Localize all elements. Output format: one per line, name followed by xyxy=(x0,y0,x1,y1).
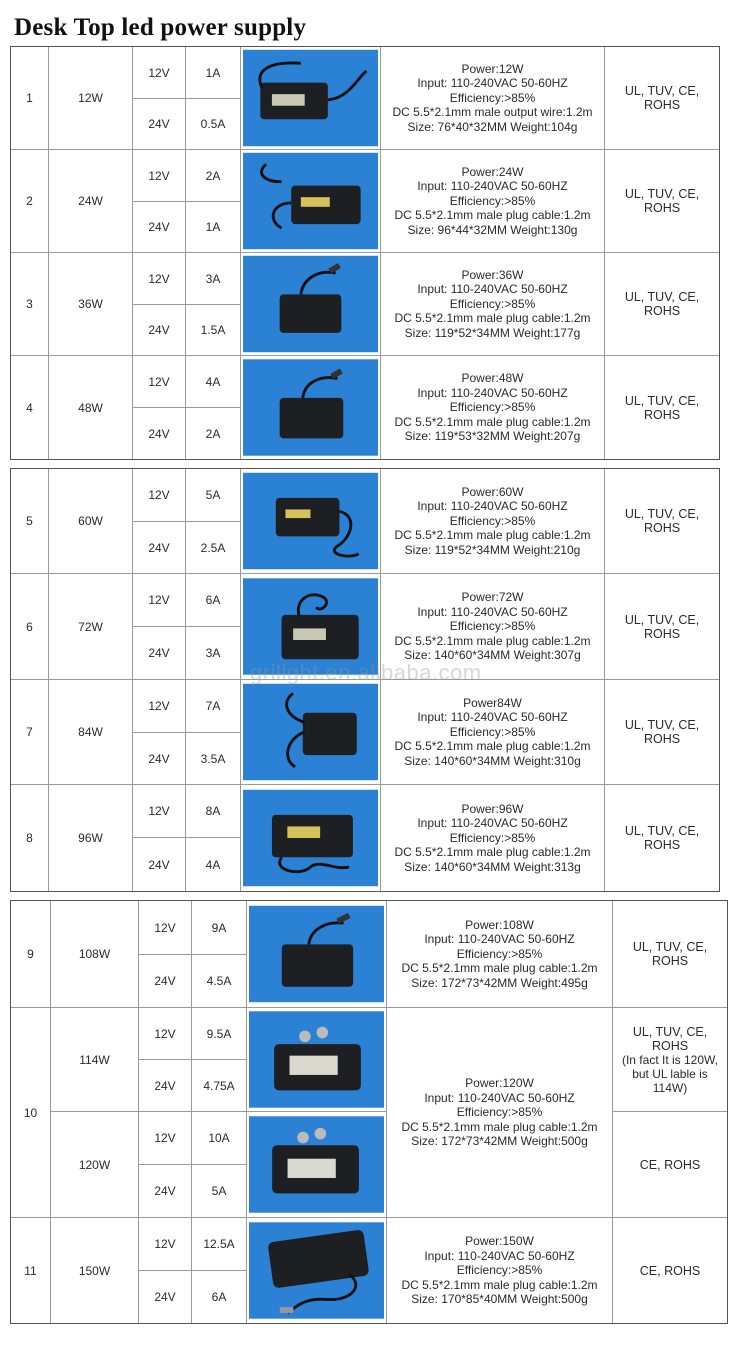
spec-line: Power:120W xyxy=(465,1076,534,1091)
row-number: 10 xyxy=(11,1008,51,1218)
spec-block xyxy=(387,1008,613,1218)
certifications xyxy=(605,253,719,356)
spec-line: Input: 110-240VAC 50-60HZ xyxy=(417,499,568,514)
wattage: 12W xyxy=(49,47,133,150)
adapter-image xyxy=(243,255,378,353)
certifications xyxy=(605,574,719,680)
spec-line: Efficiency:>85% xyxy=(449,619,536,634)
product-photo xyxy=(241,47,381,150)
voltage: 12V xyxy=(139,1112,192,1165)
voltage: 12V xyxy=(139,1218,192,1271)
certifications xyxy=(613,1008,727,1112)
spec-line: Input: 110-240VAC 50-60HZ xyxy=(424,932,575,947)
current: 2A xyxy=(186,150,241,202)
spec-line: Size: 140*60*34MM Weight:313g xyxy=(404,859,581,874)
spec-block xyxy=(381,469,605,574)
adapter-image xyxy=(249,1010,384,1109)
adapter-image xyxy=(243,682,378,782)
voltage: 12V xyxy=(133,574,186,627)
wattage: 24W xyxy=(49,150,133,253)
spec-line: Size: 119*53*32MM Weight:207g xyxy=(404,429,581,444)
row-number: 2 xyxy=(11,150,49,253)
row-number: 1 xyxy=(11,47,49,150)
current: 6A xyxy=(192,1271,247,1323)
cert-line: UL, TUV, CE, xyxy=(624,824,700,838)
spec-line: Input: 110-240VAC 50-60HZ xyxy=(417,710,568,725)
row-number: 7 xyxy=(11,680,49,785)
spec-line: Input: 110-240VAC 50-60HZ xyxy=(417,76,568,91)
spec-line: Power:150W xyxy=(465,1234,534,1249)
wattage: 72W xyxy=(49,574,133,680)
voltage: 24V xyxy=(133,408,186,459)
adapter-image xyxy=(243,358,378,457)
adapter-image xyxy=(243,49,378,147)
adapter-image xyxy=(249,1114,384,1215)
row-number: 11 xyxy=(11,1218,51,1323)
wattage: 120W xyxy=(51,1112,139,1218)
certifications xyxy=(613,1112,727,1218)
voltage: 24V xyxy=(139,1165,192,1218)
voltage: 24V xyxy=(133,202,186,253)
adapter-image xyxy=(249,903,384,1005)
spec-line: Input: 110-240VAC 50-60HZ xyxy=(424,1248,575,1263)
spec-line: Size: 172*73*42MM Weight:495g xyxy=(411,975,588,990)
current: 4.5A xyxy=(192,955,247,1008)
current: 2.5A xyxy=(186,522,241,574)
current: 7A xyxy=(186,680,241,733)
adapter-image xyxy=(243,471,378,571)
spec-block xyxy=(387,901,613,1008)
product-photo xyxy=(241,356,381,459)
current: 9.5A xyxy=(192,1008,247,1060)
spec-block xyxy=(381,253,605,356)
cert-line: ROHS xyxy=(643,201,681,215)
product-photo xyxy=(247,1112,387,1218)
row-number: 8 xyxy=(11,785,49,891)
row-number: 3 xyxy=(11,253,49,356)
wattage: 60W xyxy=(49,469,133,574)
cert-line: UL, TUV, CE, xyxy=(624,84,700,98)
certifications xyxy=(605,680,719,785)
cert-line: ROHS xyxy=(651,1038,689,1053)
cert-note: (In fact It is 120W, xyxy=(621,1052,719,1067)
voltage: 24V xyxy=(133,733,186,785)
spec-line: Efficiency:>85% xyxy=(449,400,536,415)
voltage: 12V xyxy=(139,901,192,955)
current: 10A xyxy=(192,1112,247,1165)
current: 6A xyxy=(186,574,241,627)
current: 12.5A xyxy=(192,1218,247,1271)
row-number: 4 xyxy=(11,356,49,459)
current: 1A xyxy=(186,202,241,253)
cert-line: ROHS xyxy=(643,626,681,641)
spec-line: Power:108W xyxy=(465,917,534,932)
spec-line: Power:12W xyxy=(461,61,524,76)
voltage: 24V xyxy=(133,305,186,356)
cert-line: UL, TUV, CE, xyxy=(624,290,700,304)
adapter-image xyxy=(243,152,378,250)
wattage: 150W xyxy=(51,1218,139,1323)
current: 3A xyxy=(186,253,241,305)
cert-line: ROHS xyxy=(643,838,681,852)
spec-line: Input: 110-240VAC 50-60HZ xyxy=(417,385,568,400)
cert-line: UL, TUV, CE, xyxy=(624,507,700,521)
spec-line: Size: 170*85*40MM Weight:500g xyxy=(411,1292,588,1307)
cert-line: ROHS xyxy=(643,304,681,318)
voltage: 12V xyxy=(133,680,186,733)
current: 8A xyxy=(186,785,241,838)
spec-line: Efficiency:>85% xyxy=(449,830,536,845)
voltage: 12V xyxy=(133,785,186,838)
spec-block xyxy=(387,1218,613,1323)
current: 1.5A xyxy=(186,305,241,356)
cert-line: ROHS xyxy=(643,407,681,422)
spec-line: Efficiency:>85% xyxy=(456,946,543,961)
spec-block xyxy=(381,785,605,891)
spec-block xyxy=(381,680,605,785)
spec-line: Efficiency:>85% xyxy=(449,513,536,528)
voltage: 12V xyxy=(133,150,186,202)
watermark: grilight.en.alibaba.com xyxy=(250,660,482,685)
voltage: 24V xyxy=(133,838,186,891)
voltage: 12V xyxy=(133,253,186,305)
cert-line: ROHS xyxy=(651,954,689,968)
spec-line: DC 5.5*2.1mm male plug cable:1.2m xyxy=(394,633,591,648)
cert-line: UL, TUV, CE, xyxy=(624,393,700,408)
product-photo xyxy=(241,680,381,785)
spec-line: Input: 110-240VAC 50-60HZ xyxy=(417,604,568,619)
voltage: 12V xyxy=(133,356,186,408)
spec-line: Efficiency:>85% xyxy=(449,90,536,105)
cert-line: UL, TUV, CE, xyxy=(624,187,700,201)
spec-line: DC 5.5*2.1mm male plug cable:1.2m xyxy=(401,961,598,976)
certifications xyxy=(613,901,727,1008)
spec-line: Size: 140*60*34MM Weight:307g xyxy=(404,648,581,663)
product-photo xyxy=(247,1218,387,1323)
wattage: 114W xyxy=(51,1008,139,1112)
product-photo xyxy=(247,901,387,1008)
spec-line: Input: 110-240VAC 50-60HZ xyxy=(417,282,568,297)
voltage: 12V xyxy=(133,469,186,522)
table-section-3 xyxy=(10,900,728,1324)
cert-line: CE, ROHS xyxy=(639,1157,701,1172)
cert-line: CE, ROHS xyxy=(639,1263,701,1278)
certifications xyxy=(605,785,719,891)
adapter-image xyxy=(249,1220,384,1321)
certifications xyxy=(605,47,719,150)
wattage: 84W xyxy=(49,680,133,785)
spec-line: Input: 110-240VAC 50-60HZ xyxy=(417,179,568,194)
spec-line: Power:60W xyxy=(461,484,524,499)
table-section-1 xyxy=(10,46,720,460)
spec-line: DC 5.5*2.1mm male plug cable:1.2m xyxy=(394,414,591,429)
voltage: 24V xyxy=(133,627,186,680)
row-number: 9 xyxy=(11,901,51,1008)
voltage: 24V xyxy=(139,1271,192,1323)
current: 5A xyxy=(192,1165,247,1218)
spec-line: DC 5.5*2.1mm male plug cable:1.2m xyxy=(394,528,591,543)
adapter-image xyxy=(243,787,378,889)
current: 3.5A xyxy=(186,733,241,785)
spec-line: DC 5.5*2.1mm male plug cable:1.2m xyxy=(401,1277,598,1292)
current: 2A xyxy=(186,408,241,459)
spec-line: Power:36W xyxy=(461,267,524,282)
spec-line: Power:48W xyxy=(461,371,524,386)
voltage: 12V xyxy=(139,1008,192,1060)
row-number: 5 xyxy=(11,469,49,574)
cert-line: UL, TUV, CE, xyxy=(632,1024,708,1039)
spec-line: DC 5.5*2.1mm male plug cable:1.2m xyxy=(401,1119,598,1134)
current: 4A xyxy=(186,356,241,408)
spec-block xyxy=(381,356,605,459)
product-photo xyxy=(241,253,381,356)
spec-line: Size: 119*52*34MM Weight:177g xyxy=(404,325,581,340)
spec-line: Power84W xyxy=(463,695,522,710)
spec-line: Efficiency:>85% xyxy=(449,296,536,311)
spec-line: Power:24W xyxy=(461,164,524,179)
cert-line: ROHS xyxy=(643,521,681,535)
cert-line: UL, TUV, CE, xyxy=(624,718,700,732)
cert-line: UL, TUV, CE, xyxy=(632,940,708,954)
current: 5A xyxy=(186,469,241,522)
spec-line: DC 5.5*2.1mm male plug cable:1.2m xyxy=(394,845,591,860)
spec-line: Power:72W xyxy=(461,590,524,605)
cert-note: but UL lable is xyxy=(632,1066,708,1081)
spec-line: DC 5.5*2.1mm male plug cable:1.2m xyxy=(394,208,591,223)
spec-line: Size: 172*73*42MM Weight:500g xyxy=(411,1134,588,1149)
cert-note: 114W) xyxy=(652,1080,688,1095)
current: 4A xyxy=(186,838,241,891)
cert-line: UL, TUV, CE, xyxy=(624,612,700,627)
page-title: Desk Top led power supply xyxy=(14,14,307,41)
product-photo xyxy=(241,150,381,253)
certifications xyxy=(605,150,719,253)
spec-line: Efficiency:>85% xyxy=(456,1105,543,1120)
cert-line: ROHS xyxy=(643,98,681,112)
spec-line: Power:96W xyxy=(461,801,524,816)
spec-block xyxy=(381,47,605,150)
product-photo xyxy=(247,1008,387,1112)
spec-line: Input: 110-240VAC 50-60HZ xyxy=(417,816,568,831)
voltage: 24V xyxy=(139,1060,192,1112)
spec-line: DC 5.5*2.1mm male output wire:1.2m xyxy=(392,105,593,120)
wattage: 36W xyxy=(49,253,133,356)
wattage: 108W xyxy=(51,901,139,1008)
spec-line: Size: 96*44*32MM Weight:130g xyxy=(407,222,578,237)
spec-line: Efficiency:>85% xyxy=(449,724,536,739)
spec-line: DC 5.5*2.1mm male plug cable:1.2m xyxy=(394,311,591,326)
product-photo xyxy=(241,785,381,891)
voltage: 24V xyxy=(133,99,186,150)
spec-line: Efficiency:>85% xyxy=(449,193,536,208)
current: 3A xyxy=(186,627,241,680)
spec-block xyxy=(381,150,605,253)
spec-line: Size: 119*52*34MM Weight:210g xyxy=(404,542,581,557)
voltage: 24V xyxy=(139,955,192,1008)
spec-line: DC 5.5*2.1mm male plug cable:1.2m xyxy=(394,739,591,754)
spec-line: Efficiency:>85% xyxy=(456,1263,543,1278)
voltage: 12V xyxy=(133,47,186,99)
spec-line: Size: 76*40*32MM Weight:104g xyxy=(407,119,578,134)
certifications xyxy=(605,469,719,574)
spec-line: Input: 110-240VAC 50-60HZ xyxy=(424,1090,575,1105)
current: 0.5A xyxy=(186,99,241,150)
wattage: 48W xyxy=(49,356,133,459)
row-number: 6 xyxy=(11,574,49,680)
certifications xyxy=(613,1218,727,1323)
current: 1A xyxy=(186,47,241,99)
spec-line: Size: 140*60*34MM Weight:310g xyxy=(404,753,581,768)
wattage: 96W xyxy=(49,785,133,891)
cert-line: ROHS xyxy=(643,732,681,746)
current: 9A xyxy=(192,901,247,955)
current: 4.75A xyxy=(192,1060,247,1112)
voltage: 24V xyxy=(133,522,186,574)
certifications xyxy=(605,356,719,459)
product-photo xyxy=(241,469,381,574)
